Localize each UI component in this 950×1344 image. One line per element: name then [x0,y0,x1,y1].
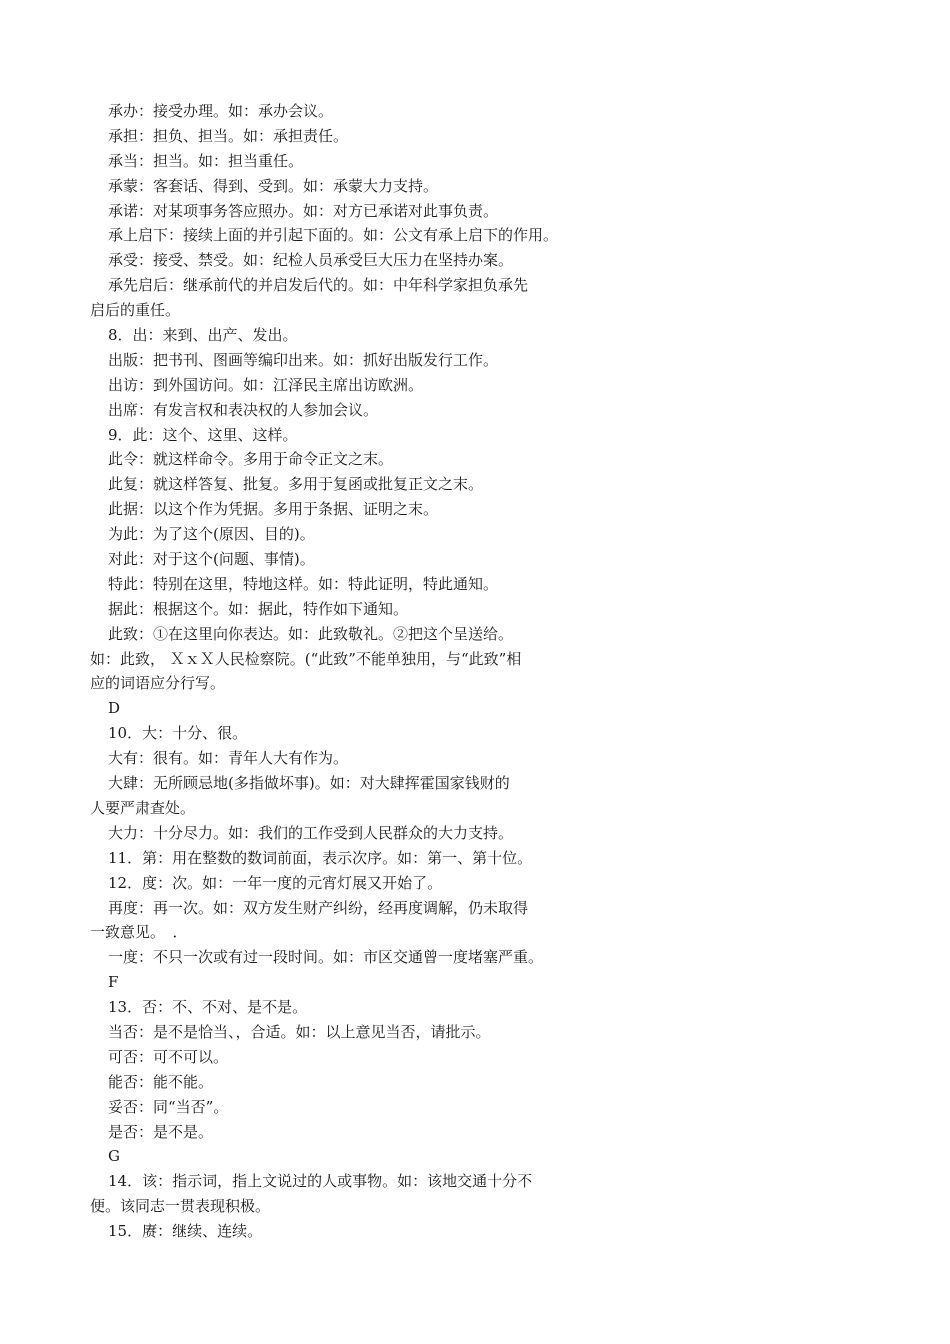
text-line: 可否：可不可以。 [108,1047,229,1066]
section-heading-11: 11．第：用在整数的数词前面，表示次序。如：第一、第十位。 [108,848,533,867]
text-line: 此复：就这样答复、批复。多用于复函或批复正文之末。 [108,475,484,494]
text-line: 妥否：同“当否”。 [108,1097,229,1116]
section-heading-12: 12．度：次。如：一年一度的元宵灯展又开始了。 [108,873,443,892]
text-line: 承诺：对某项事务答应照办。如：对方已承诺对此事负责。 [108,201,499,220]
document-body [90,99,650,1244]
text-line: 特此：特别在这里，特地这样。如：特此证明，特此通知。 [108,574,499,593]
text-line: 一度：不只一次或有过一段时间。如：市区交通曾一度堵塞严重。 [108,948,544,967]
section-heading-8: 8．出：来到、出产、发出。 [108,326,298,345]
text-line-continuation: 一致意见。 ． [90,923,188,942]
text-line-continuation: 如：此致， ＸｘＸ人民检察院。(“此致”不能单独用，与“此致”相 [90,649,522,668]
text-line: 对此：对于这个(问题、事情)。 [108,550,315,569]
text-line: 承办：接受办理。如：承办会议。 [108,102,334,120]
text-line: 再度：再一次。如：双方发生财产纠纷，经再度调解，仍未取得 [108,898,529,917]
text-line: 大有：很有。如：青年人大有作为。 [108,749,349,768]
text-line: 据此：根据这个。如：据此，特作如下通知。 [108,599,409,618]
text-line: 此据：以这个作为凭据。多用于条据、证明之末。 [108,500,439,519]
text-line: 承蒙：客套话、得到、受到。如：承蒙大力支持。 [108,176,439,195]
text-line: 承担：担负、担当。如：承担责任。 [108,126,349,145]
text-line: 大肆：无所顾忌地(多指做坏事)。如：对大肆挥霍国家钱财的 [108,774,510,793]
text-line-continuation: 应的词语应分行写。 [90,674,226,693]
text-line: 承受：接受、禁受。如：纪检人员承受巨大压力在坚持办案。 [108,251,514,270]
text-line-continuation: 启后的重任。 [90,301,181,320]
section-heading-13: 13．否：不、不对、是不是。 [108,998,308,1017]
text-line-continuation: 人要严肃查处。 [90,798,196,817]
letter-heading-d: D [108,699,121,718]
text-line: 能否：能不能。 [108,1072,214,1091]
text-line: 承先启后：继承前代的并启发后代的。如：中年科学家担负承先 [108,276,529,295]
text-line: 此致：①在这里向你表达。如：此致敬礼。②把这个呈送给。 [108,624,514,643]
text-line: 此令：就这样命令。多用于命令正文之末。 [108,450,394,469]
text-line: 是否：是不是。 [108,1122,214,1141]
text-line-continuation: 便。该同志一贯表现积极。 [90,1197,271,1216]
text-line: 出席：有发言权和表决权的人参加会议。 [108,400,379,419]
section-heading-9: 9．此：这个、这里、这样。 [108,425,298,444]
section-heading-10: 10．大：十分、很。 [108,724,248,743]
text-line: 出访：到外国访问。如：江泽民主席出访欧洲。 [108,375,424,394]
text-line: 出版：把书刊、图画等编印出来。如：抓好出版发行工作。 [108,350,499,369]
text-line: 大力：十分尽力。如：我们的工作受到人民群众的大力支持。 [108,823,514,842]
section-heading-15: 15．赓：继续、连续。 [108,1222,263,1241]
letter-heading-g: G [108,1147,120,1166]
text-line: 当否：是不是恰当、，合适。如：以上意见当否，请批示。 [108,1022,491,1041]
text-line: 承上启下：接续上面的并引起下面的。如：公文有承上启下的作用。 [108,226,559,245]
section-heading-14: 14．该：指示词，指上文说过的人或事物。如：该地交通十分不 [108,1172,533,1191]
text-line: 为此：为了这个(原因、目的)。 [108,525,315,544]
letter-heading-f: F [108,973,119,992]
text-line: 承当：担当。如：担当重任。 [108,151,304,170]
